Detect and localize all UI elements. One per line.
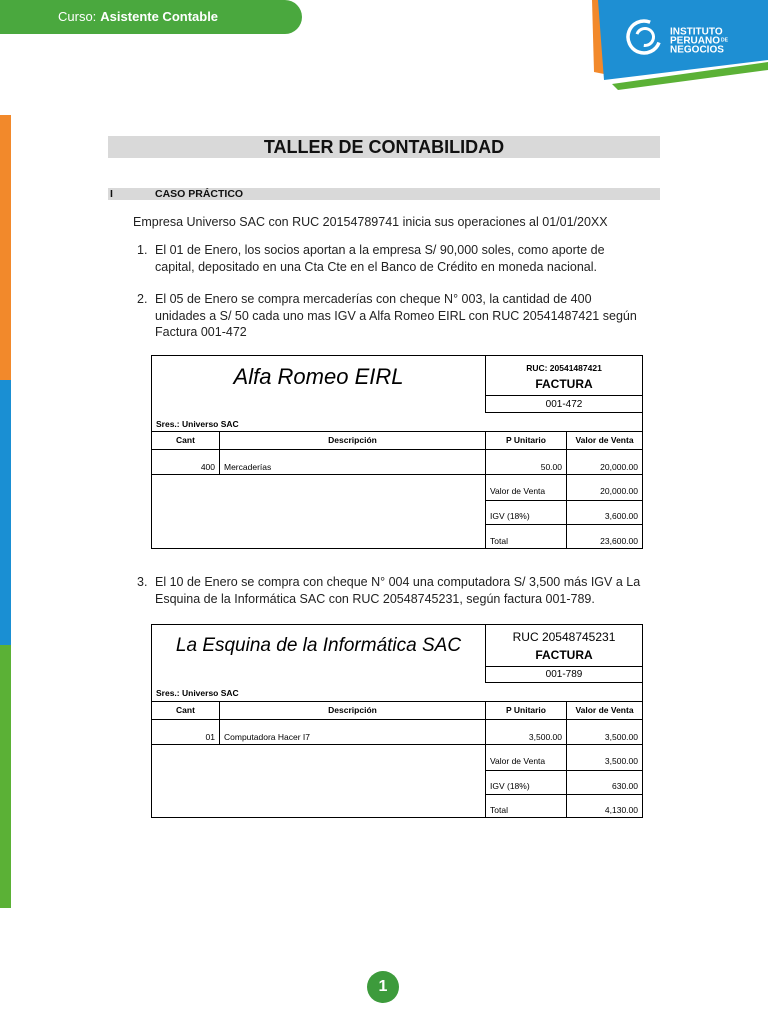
item-line: Esquina de la Informática SAC con RUC 20548745231, según factura 001-789. bbox=[155, 591, 595, 606]
invoice-total-value: 3,500.00 bbox=[604, 756, 638, 766]
column-header-cant: Cant bbox=[176, 705, 195, 715]
invoice-total-value: 20,000.00 bbox=[600, 486, 638, 496]
item-line: Factura 001-472 bbox=[155, 325, 247, 339]
invoice-doc-type: FACTURA bbox=[535, 377, 593, 391]
invoice-total-label: IGV (18%) bbox=[490, 781, 530, 791]
table-rule bbox=[152, 744, 642, 745]
invoice-total-label: Total bbox=[490, 536, 508, 546]
invoice-number: 001-789 bbox=[545, 669, 583, 680]
invoice-number: 001-472 bbox=[545, 399, 583, 410]
column-header-valor-de-venta: Valor de Venta bbox=[575, 705, 634, 715]
table-rule bbox=[485, 356, 486, 413]
side-stripe-green bbox=[0, 645, 11, 908]
invoice-ruc: RUC 20548745231 bbox=[512, 630, 616, 644]
table-rule bbox=[485, 794, 642, 795]
item-line: unidades a S/ 50 cada uno mas IGV a Alfa Romeo EIRL con RUC 20541487421 según bbox=[155, 308, 637, 323]
table-rule bbox=[485, 500, 642, 501]
invoice-cell-description: Computadora Hacer I7 bbox=[224, 732, 310, 742]
invoice-total-label: Valor de Venta bbox=[490, 756, 546, 766]
table-rule bbox=[152, 449, 642, 450]
table-rule bbox=[152, 719, 642, 720]
section-number: I bbox=[110, 188, 113, 200]
invoice-cell-qty: 400 bbox=[200, 462, 215, 472]
institute-logo bbox=[588, 0, 768, 92]
invoice-total-value: 630.00 bbox=[612, 781, 638, 791]
item-text bbox=[155, 242, 605, 275]
invoice-ruc: RUC: 20541487421 bbox=[526, 363, 602, 373]
table-rule bbox=[485, 625, 486, 683]
course-name: Asistente Contable bbox=[100, 9, 219, 24]
table-rule bbox=[485, 770, 642, 771]
side-stripe-blue bbox=[0, 380, 11, 645]
logo-text-line2-small: DE bbox=[721, 37, 728, 44]
invoice-total-label: IGV (18%) bbox=[490, 511, 530, 521]
side-stripe-orange bbox=[0, 115, 11, 380]
item-text bbox=[155, 574, 640, 607]
invoice-total-value: 23,600.00 bbox=[600, 536, 638, 546]
invoice-company-name: La Esquina de la Informática SAC bbox=[175, 635, 462, 656]
table-rule bbox=[152, 474, 642, 475]
invoice-company-name: Alfa Romeo EIRL bbox=[233, 364, 404, 389]
item-line: El 01 de Enero, los socios aportan a la empresa S/ 90,000 soles, como aporte de bbox=[155, 243, 605, 257]
invoice-cell-amount: 20,000.00 bbox=[600, 462, 638, 472]
section-header bbox=[108, 188, 660, 200]
invoice-cell-unit-price: 3,500.00 bbox=[528, 732, 562, 742]
course-header-text bbox=[58, 0, 218, 34]
column-header-valor-de-venta: Valor de Venta bbox=[575, 435, 634, 445]
column-header-p-unitario: P Unitario bbox=[506, 435, 546, 445]
course-prefix: Curso: bbox=[58, 9, 97, 24]
invoice-total-value: 3,600.00 bbox=[604, 511, 638, 521]
column-header-p-unitario: P Unitario bbox=[506, 705, 546, 715]
course-header-pill bbox=[0, 0, 302, 34]
item-number: 2. bbox=[137, 292, 148, 306]
item-line: El 10 de Enero se compra con cheque N° 004 una computadora S/ 3,500 más IGV a La bbox=[155, 575, 641, 589]
logo-text-line1: INSTITUTO bbox=[670, 26, 723, 38]
invoice-alfa-romeo bbox=[151, 355, 643, 549]
table-rule bbox=[485, 395, 642, 396]
invoice-client: Sres.: Universo SAC bbox=[156, 419, 239, 429]
column-header-descripcion: Descripción bbox=[328, 435, 377, 445]
table-rule bbox=[485, 682, 642, 683]
invoice-cell-description: Mercaderías bbox=[224, 462, 272, 472]
intro-paragraph: Empresa Universo SAC con RUC 20154789741 inicia sus operaciones al 01/01/20XX bbox=[133, 215, 608, 229]
page-title: TALLER DE CONTABILIDAD bbox=[108, 136, 660, 158]
table-rule bbox=[485, 412, 642, 413]
column-header-cant: Cant bbox=[176, 435, 195, 445]
invoice-doc-type: FACTURA bbox=[535, 648, 593, 662]
item-text bbox=[155, 291, 637, 341]
invoice-cell-unit-price: 50.00 bbox=[540, 462, 562, 472]
invoice-cell-amount: 3,500.00 bbox=[604, 732, 638, 742]
item-number: 3. bbox=[137, 575, 148, 589]
invoice-client: Sres.: Universo SAC bbox=[156, 688, 239, 698]
table-rule bbox=[485, 666, 642, 667]
item-number: 1. bbox=[137, 243, 148, 257]
logo-text-line3: NEGOCIOS bbox=[670, 44, 724, 56]
invoice-total-label: Valor de Venta bbox=[490, 486, 546, 496]
invoice-total-value: 4,130.00 bbox=[604, 805, 638, 815]
section-label: CASO PRÁCTICO bbox=[155, 188, 244, 200]
column-header-descripcion: Descripción bbox=[328, 705, 377, 715]
logo-text-line2: PERUANO bbox=[670, 35, 721, 47]
invoice-la-esquina bbox=[151, 624, 643, 818]
table-rule bbox=[485, 524, 642, 525]
invoice-total-label: Total bbox=[490, 805, 508, 815]
invoice-cell-qty: 01 bbox=[205, 732, 215, 742]
page-number-badge: 1 bbox=[367, 971, 399, 1003]
item-line: capital, depositado en una Cta Cte en el Banco de Crédito en moneda nacional. bbox=[155, 259, 597, 274]
item-line: El 05 de Enero se compra mercaderías con cheque N° 003, la cantidad de 400 bbox=[155, 292, 592, 306]
